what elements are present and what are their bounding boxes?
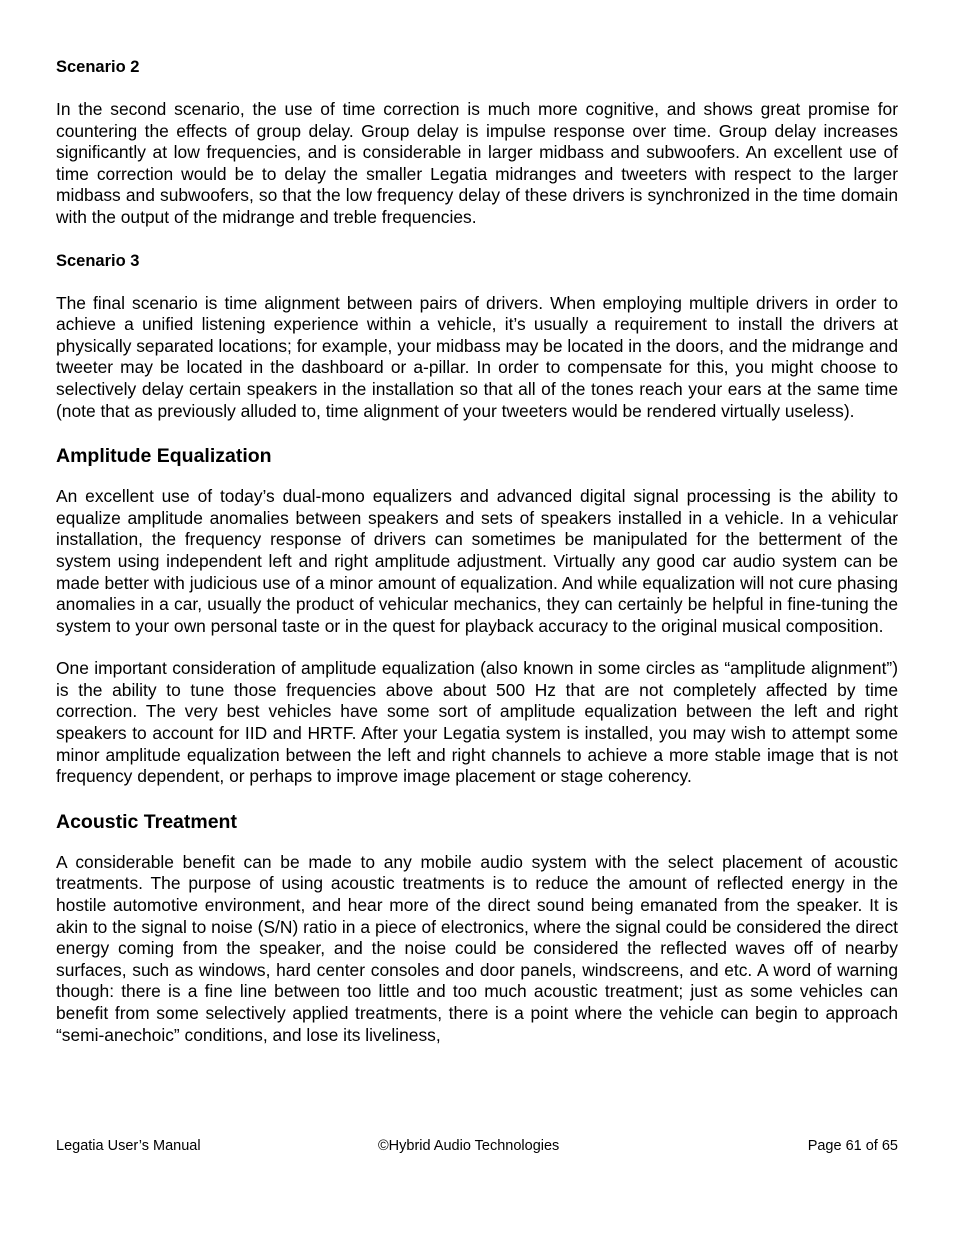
scenario-2-heading: Scenario 2: [56, 58, 140, 76]
amplitude-equalization-heading: Amplitude Equalization: [56, 445, 272, 468]
footer-copyright: ©Hybrid Audio Technologies: [378, 1138, 560, 1154]
acoustic-treatment-paragraph: A considerable benefit can be made to any mobile audio system with the select placement of acoustic treatments. The purpose of using acoustic treatments is to reduce the amount of reflected energy in the hostile automotive environment, and hear more of the direct sound being emanated from the speaker. It is akin to the signal to noise (S/N) ratio in a piece of electronics, where the signal could be considered the direct energy coming from the speaker, and the noise could be considered the reflected waves off of nearby surfaces, such as windows, hard center consoles and door panels, windscreens, and etc. A word of warning though: there is a fine line between too little and too much acoustic treatment; just as some vehicles can benefit from some selectively applied treatments, there is a point where the vehicle can begin to approach “semi-anechoic” conditions, and lose its liveliness,: [56, 851, 898, 1045]
page-footer: [56, 1136, 898, 1156]
amplitude-equalization-paragraph-1: An excellent use of today’s dual-mono equalizers and advanced digital signal processing is the ability to equalize amplitude anomalies between speakers and sets of speakers installed in a vehicle. In a vehicular installation, the frequency response of drivers can sometimes be manipulated for the betterment of the system using independent left and right amplitude adjustment. Virtually any good car audio system can be made better with judicious use of a minor amount of equalization. And while equalization will not cure phasing anomalies in a car, usually the product of vehicular mechanics, they can certainly be helpful in fine-tuning the system to your own personal taste or in the quest for playback accuracy to the original musical composition.: [56, 486, 898, 636]
scenario-2-paragraph: In the second scenario, the use of time correction is much more cognitive, and shows great promise for countering the effects of group delay. Group delay is impulse response over time. Group delay increases significantly at low frequencies, and is considerable in larger midbass and subwoofers. An excellent use of time correction would be to delay the smaller Legatia midranges and tweeters with respect to the larger midbass and subwoofers, so that the low frequency delay of these drivers is synchronized in the time domain with the output of the midrange and treble frequencies.: [56, 99, 898, 227]
amplitude-equalization-paragraph-2: One important consideration of amplitude equalization (also known in some circles as “amplitude alignment”) is the ability to tune those frequencies above about 500 Hz that are not completely affected by time correction. The very best vehicles have some sort of amplitude equalization between the left and right speakers to account for IID and HRTF. After your Legatia system is installed, you may wish to attempt some minor amplitude equalization between the left and right channels to achieve a more stable image that is not frequency dependent, or perhaps to improve image placement or stage coherency.: [56, 658, 898, 787]
scenario-3-heading: Scenario 3: [56, 251, 140, 270]
document-page: [56, 56, 898, 1046]
scenario-3-paragraph: The final scenario is time alignment between pairs of drivers. When employing multiple drivers in order to achieve a unified listening experience within a vehicle, it’s usually a requirement to install the drivers at physically separated locations; for example, your midbass may be located in the doors, and the midrange and tweeter may be located in the dashboard or a-pillar. In order to compensate for this, you might choose to selectively delay certain speakers in the installation so that all of the tones reach your ears at the same time (note that as previously alluded to, time alignment of your tweeters would be rendered virtually useless).: [56, 292, 898, 421]
footer-page-number: Page 61 of 65: [807, 1138, 898, 1154]
footer-manual-title: Legatia User’s Manual: [56, 1138, 201, 1154]
acoustic-treatment-heading: Acoustic Treatment: [56, 810, 237, 833]
